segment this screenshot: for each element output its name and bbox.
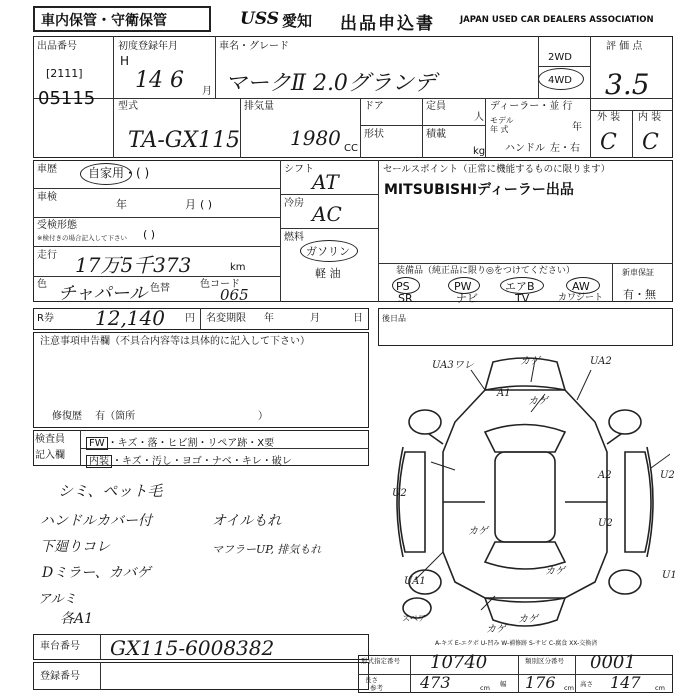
cert-label2: 類別区分番号 (525, 657, 564, 665)
equip-tv: TV (515, 292, 530, 305)
color-change-label: 色替 (150, 283, 170, 294)
fuel-diesel: 軽 油 (315, 267, 341, 280)
inspector-row2 (86, 452, 292, 467)
exterior-value: C (600, 130, 617, 155)
model-value: TA-GX115 (128, 128, 241, 153)
interior-value: C (642, 130, 659, 155)
damage-mark: U1 (662, 570, 677, 581)
cert-height-label: 高さ (580, 680, 593, 688)
fuel-label: 燃料 (284, 232, 304, 243)
door-label: ドア (364, 101, 384, 112)
post-install-box (378, 308, 673, 346)
remark-line: ハンドルカバー付 (40, 513, 152, 529)
inspector-row2-item: 破レ (271, 456, 292, 467)
inspector-label: 検査員 (35, 434, 65, 445)
fuel-gas-circle (300, 240, 358, 262)
recycle-label: R券 (37, 313, 54, 324)
cert-width-label: 幅 (500, 680, 507, 688)
ac-label: 冷房 (284, 198, 304, 209)
cert-class-no: 0001 (590, 652, 636, 673)
equip-aw-circle (566, 277, 600, 294)
displacement-unit: CC (344, 143, 358, 154)
inspector-row2-item: 内装 (86, 455, 112, 468)
remark-line: 各A1 (60, 611, 94, 627)
damage-mark: U2 (598, 518, 613, 529)
remark-line: Dミラー、カバゲ (42, 565, 151, 581)
assoc-english: JAPAN USED CAR DEALERS ASSOCIATION (460, 15, 654, 25)
load-label: 積載 (426, 129, 446, 140)
color-value: チャパール (58, 283, 148, 304)
inspector-row1-item: キズ (117, 438, 138, 449)
drive-2wd: 2WD (548, 52, 572, 63)
color-label: 色 (37, 279, 47, 290)
damage-mark: カゲ (528, 396, 548, 407)
chassis-label: 車台番号 (40, 641, 80, 652)
equip-pw-circle (448, 277, 480, 294)
capacity-label: 定員 (426, 101, 446, 112)
name-change-month: 月 (310, 313, 320, 324)
damage-mark: カゲ (486, 624, 506, 635)
new-warranty-label: 新車保証 (622, 268, 654, 277)
cert-height: 147 (610, 673, 641, 692)
first-reg-month: 月 (202, 86, 212, 97)
recycle-unit: 円 (185, 313, 195, 324)
lot-label: 出品番号 (37, 41, 77, 52)
damage-mark: U2 (392, 488, 407, 499)
storage-banner (33, 6, 211, 32)
separator: ・ (171, 456, 182, 467)
rating-label: 評 価 点 (606, 41, 643, 52)
cert-type-no: 10740 (430, 652, 488, 673)
damage-mark: U2 (660, 470, 675, 481)
damage-mark: UA2 (590, 356, 612, 367)
exterior-label: 外 装 (597, 112, 621, 123)
dealer-label: ディーラー・並 行 (490, 101, 573, 112)
cert-label1: 形式指定番号 (361, 657, 400, 665)
damage-mark: カゲ (468, 526, 488, 537)
remark-line: シミ、ペット毛 (58, 482, 163, 500)
separator: ・ (137, 438, 148, 449)
first-reg-era: H (120, 54, 130, 68)
interior-label: 内 装 (638, 112, 662, 123)
displacement-value: 1980 (290, 126, 341, 150)
damage-mark: カゲ (518, 614, 538, 625)
remark-right-1: オイルもれ (212, 513, 282, 529)
damage-mark: UA1 (404, 576, 426, 587)
mileage-unit: km (230, 262, 246, 273)
recycle-value: 12,140 (95, 306, 165, 330)
selling-points-value: MITSUBISHIディーラー出品 (384, 182, 574, 198)
name-grade-value: マークⅡ 2.0グランデ (225, 71, 436, 96)
shift-value: AT (312, 170, 339, 194)
inspector-row1-item: 落 (147, 438, 158, 449)
equip-airbag: エアB (505, 280, 535, 293)
equip-seat: カワジート (558, 293, 604, 303)
damage-mark: UA3ワレ (432, 360, 474, 371)
cert-unit-2: cm (564, 684, 574, 692)
equip-sr: SR (398, 292, 413, 305)
damage-mark: A2 (598, 470, 612, 481)
form-title: 出品申込書 (340, 14, 435, 34)
history-label: 車歴 (37, 164, 57, 175)
equipment-label: 装備品（純正品に限り◎をつけてください） (396, 266, 575, 276)
load-unit: kg (473, 146, 486, 157)
separator: ・ (112, 456, 122, 467)
shape-label: 形状 (364, 129, 384, 140)
inspector-row2-item: キレ (241, 456, 262, 467)
ac-value: AC (312, 202, 342, 226)
registration-box (33, 662, 369, 690)
inspector-row2-item: ヨゴ (181, 456, 202, 467)
damage-mark: A1 (497, 388, 511, 399)
mileage-value: 17万5千373 (75, 253, 192, 277)
equip-airbag-circle (500, 277, 544, 294)
drive-4wd-circle (538, 68, 584, 90)
separator: ・ (107, 438, 118, 449)
shift-label: シフト (284, 164, 314, 175)
equip-navi: ナビ (456, 292, 478, 305)
post-install-label: 後日品 (382, 314, 406, 323)
color-code-value: 065 (220, 286, 249, 304)
capacity-unit: 人 (474, 112, 484, 123)
handle-side: 左・右 (550, 143, 580, 154)
separator: ・ (141, 456, 152, 467)
repair-close: ） (258, 411, 268, 422)
model-label: 型式 (118, 101, 138, 112)
notes-label: 注意事項申告欄（不具合内容等は具体的に記入して下さい） (40, 336, 310, 347)
uss-logo: USS (240, 9, 280, 29)
legend-codes: A-キズ E-エクボ U-凹み W-補修跡 S-サビ C-腐食 XX-交換済 (435, 640, 598, 647)
inspector-row1 (86, 434, 274, 449)
fuel-gas: ガソリン (306, 245, 350, 258)
history-value: 自家用・( ) (88, 166, 150, 180)
inspection-month: 月 (185, 198, 196, 211)
inspection-bracket: ( ) (200, 198, 213, 211)
damage-mark: カゲ (545, 566, 565, 577)
chassis-value: GX115-6008382 (110, 636, 275, 660)
inspection-label: 車検 (37, 192, 57, 203)
rating-value: 3.5 (605, 68, 650, 101)
cert-unit-1: cm (480, 684, 490, 692)
storage-text: 車内保管・守衛保管 (41, 13, 167, 29)
equip-aw: AW (572, 280, 590, 293)
remark-line: 下廻りコレ (40, 539, 110, 555)
lot-number: 05115 (38, 88, 96, 109)
cert-unit-3: cm (655, 684, 665, 692)
first-reg-label: 初度登録年月 (118, 41, 178, 52)
separator: ・ (157, 438, 168, 449)
history-circle (80, 163, 132, 185)
name-grade-label: 車名・グレード (219, 41, 289, 52)
cert-length-label: 長さ (365, 676, 378, 684)
inspector-row2-item: 汚し (151, 456, 172, 467)
model-year-label: モデル 年 式 (490, 116, 514, 134)
equip-ps-circle (392, 277, 420, 294)
reception-label: 受検形態 (37, 220, 77, 231)
cert-ref: 参考 (370, 684, 383, 692)
equip-ps: PS (396, 280, 410, 293)
color-code-label: 色コード (200, 279, 240, 290)
new-warranty-options: 有・無 (623, 288, 656, 301)
inspector-row2-item: ナベ (211, 456, 232, 467)
reception-note: ※検付きの場合記入して下さい (37, 234, 127, 242)
dealer-year: 年 (572, 122, 582, 133)
repair-history: 修復歴 有（箇所 (52, 411, 136, 422)
inspector-row1-item: FW (86, 437, 108, 450)
separator: ・ (231, 456, 242, 467)
drive-4wd: 4WD (548, 75, 572, 86)
name-change-label: 名変期限 (206, 313, 246, 324)
mileage-label: 走行 (37, 250, 57, 261)
cert-length: 473 (420, 673, 451, 692)
inspector-row1-item: リペア跡 (207, 438, 248, 449)
cert-width: 176 (525, 673, 556, 692)
inspection-year: 年 (116, 198, 127, 211)
separator: ・ (201, 456, 212, 467)
inspector-row1-item: ヒビ割 (167, 438, 198, 449)
selling-points-label: セールスポイント（正常に機能するものに限ります） (383, 164, 611, 175)
spare-label: スペア (402, 614, 426, 623)
reception-bracket: ( ) (143, 228, 156, 241)
remark-line: アルミ (38, 592, 77, 607)
displacement-label: 排気量 (244, 101, 274, 112)
registration-label: 登録番号 (40, 671, 80, 682)
inspector-row1-item: X要 (257, 438, 275, 449)
lot-sub: [2111] (46, 67, 83, 80)
separator: ・ (247, 438, 258, 449)
remark-right-2: マフラーUP, 排気もれ (212, 543, 322, 556)
assoc-name: 愛知 (282, 12, 313, 30)
name-change-day: 日 (353, 313, 363, 324)
inspector-row2-item: キズ (122, 456, 142, 467)
name-change-year: 年 (264, 313, 274, 324)
separator: ・ (261, 456, 272, 467)
equip-pw: PW (454, 280, 472, 293)
damage-mark: カゲ (520, 356, 540, 367)
entry-label: 記入欄 (35, 450, 65, 461)
separator: ・ (197, 438, 208, 449)
handle-label: ハンドル (505, 143, 545, 154)
first-reg-value: 14 6 (135, 68, 184, 93)
